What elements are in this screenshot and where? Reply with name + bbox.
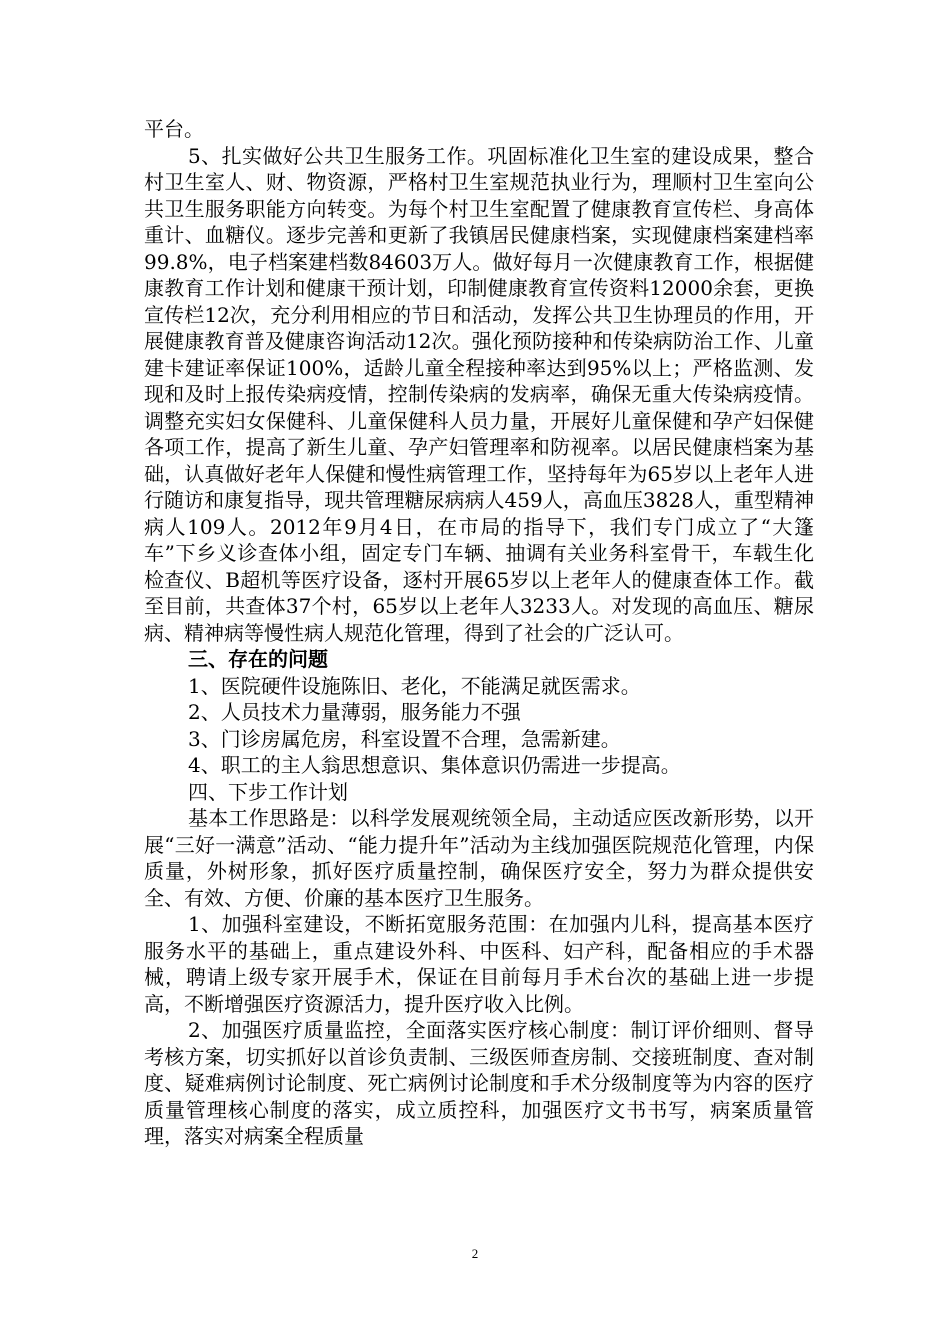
problem-item-1: 1、医院硬件设施陈旧、老化，不能满足就医需求。 [188,673,641,698]
problem-item-2: 2、人员技术力量薄弱，服务能力不强 [188,700,521,724]
paragraph-basic-approach: 基本工作思路是：以科学发展观统领全局，主动适应医改新形势，以开展“三好一满意”活动、“能力提升年”活动为主线加强医院规范化管理，内保质量，外树形象，抓好医疗质量控制，确保医疗安全，努力为群众提供安全、有效、方便、价廉的基本医疗卫生服务。 [144,806,814,910]
plan-item-1: 1、加强科室建设，不断拓宽服务范围：在加强内儿科，提高基本医疗服务水平的基础上，重点建设外科、中医科、妇产科，配备相应的手术器械，聘请上级专家开展手术，保证在目前每月手术台次的基础上进一步提高，不断增强医疗资源活力，提升医疗收入比例。 [144,912,814,1016]
problem-item-3: 3、门诊房属危房，科室设置不合理，急需新建。 [188,726,621,751]
plan-item-2: 2、加强医疗质量监控，全面落实医疗核心制度：制订评价细则、督导考核方案，切实抓好以首诊负责制、三级医师查房制、交接班制度、查对制度、疑难病例讨论制度、死亡病例讨论制度和手术分级制度等为内容的医疗质量管理核心制度的落实，成立质控科，加强医疗文书书写，病案质量管理，落实对病案全程质量 [144,1018,814,1148]
paragraph-public-health: 5、扎实做好公共卫生服务工作。巩固标准化卫生室的建设成果，整合村卫生室人、财、物资源，严格村卫生室规范执业行为，理顺村卫生室向公共卫生服务职能方向转变。为每个村卫生室配置了健康教育宣传栏、身高体重计、血糖仪。逐步完善和更新了我镇居民健康档案，实现健康档案建档率99.8%，电子档案建档数84603万人。做好每月一次健康教育工作，根据健康教育工作计划和健康干预计划，印制健康教育宣传资料12000余套，更换宣传栏12次，充分利用相应的节日和活动，发挥公共卫生协理员的作用，开展健康教育普及健康咨询活动12次。强化预防接种和传染病防治工作、儿童建卡建证率保证100%，适龄儿童全程接种率达到95%以上；严格监测、发现和及时上报传染病疫情，控制传染病的发病率，确保无重大传染病疫情。调整充实妇女保健科、儿童保健科人员力量，开展好儿童保健和孕产妇保健各项工作，提高了新生儿童、孕产妇管理率和防视率。以居民健康档案为基础，认真做好老年人保健和慢性病管理工作，坚持每年为65岁以上老年人进行随访和康复指导，现共管理糖尿病病人459人，高血压3828人，重型精神病人109人。2012年9月4日，在市局的指导下，我们专门成立了“大篷车”下乡义诊查体小组，固定专门车辆、抽调有关业务科室骨干，车载生化检查仪、B超机等医疗设备，逐村开展65岁以上老年人的健康查体工作。截至目前，共查体37个村，65岁以上老年人3233人。对发现的高血压、糖尿病、精神病等慢性病人规范化管理，得到了社会的广泛认可。 [144,143,814,645]
page-number: 2 [471,1246,479,1261]
paragraph-continuation: 平台。 [144,117,204,141]
section-heading-problems: 三、存在的问题 [188,647,328,671]
problem-item-4: 4、职工的主人翁思想意识、集体意识仍需进一步提高。 [188,753,681,777]
document-body [144,116,814,1150]
section-heading-plan: 四、下步工作计划 [188,779,348,804]
